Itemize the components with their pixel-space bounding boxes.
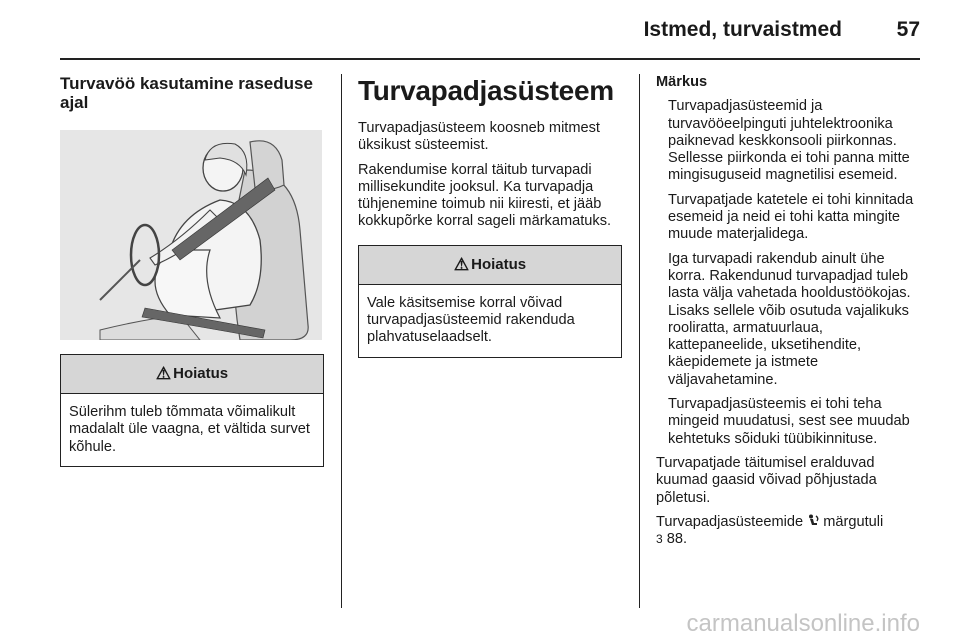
warning-header (61, 355, 323, 394)
note-paragraph: Iga turvapadi rakendub ainult ühe korra. Rakendunud turvapadjad tuleb lasta välja vahetada hooldustöökojas. Lisaks sellele võib osutuda vajalikuks rooliratta, armatuurlaua, kattepaneelide, uksetihendite, käepidemete ja istmete väljavahetamine. (668, 250, 911, 388)
watermark: carmanualsonline.info (686, 610, 920, 637)
left-column (60, 74, 324, 467)
column-divider-1 (341, 74, 342, 608)
warning-text: Sülerihm tuleb tõmmata võimalikult madalalt üle vaagna, et vältida survet kõhule. (69, 404, 310, 455)
note-paragraph: Turvapadjasüsteemid ja turvavööeelpinguti juhtelektroonika paiknevad keskkonsooli piirkonnas. Sellesse piirkonda ei tohi panna mitte mingisuguseid magnetilisi esemeid. (668, 98, 910, 184)
warning-header (359, 246, 621, 285)
warning-triangle-icon: ⚠ (155, 364, 172, 384)
pregnant-seatbelt-illustration (60, 130, 322, 340)
indicator-text: Turvapadjasüsteemide (656, 513, 804, 530)
warning-title: Hoiatus (173, 365, 229, 383)
airbag-icon (807, 514, 823, 530)
note-label: Märkus (656, 74, 708, 90)
right-column (656, 74, 924, 555)
paragraph: Rakendumise korral täitub turvapadi millisekundite jooksul. Ka turvapadja tühjenemine toimub nii kiiresti, et jääb kokkupõrke korral sageli märkamatuks. (358, 161, 612, 230)
header-title: Istmed, turvaistmed (643, 18, 842, 41)
note-block (656, 98, 924, 448)
page-reference[interactable]: 88. (666, 531, 688, 548)
ref-arrow: 3 (656, 532, 663, 547)
paragraph: Turvapadjasüsteem koosneb mitmest üksikust süsteemist. (358, 120, 600, 154)
header-rule (60, 58, 920, 60)
middle-column (358, 74, 622, 358)
warning-text: Vale käsitsemise korral võivad turvapadjasüsteemid rakenduda plahvatuselaadselt. (367, 294, 575, 346)
warning-box (60, 354, 324, 467)
note-paragraph: Turvapadjasüsteemis ei tohi teha mingeid muudatusi, sest see muudab kehtetuks sõiduki tüübikinnituse. (668, 396, 910, 447)
warning-title: Hoiatus (471, 256, 527, 274)
paragraph: Turvapatjade täitumisel eralduvad kuumad gaasid võivad põhjustada põletusi. (656, 454, 877, 506)
section-heading: Turvavöö kasutamine raseduse ajal (60, 74, 313, 112)
warning-triangle-icon: ⚠ (453, 255, 470, 275)
warning-box (358, 245, 622, 358)
section-heading-airbag: Turvapadjasüsteem (358, 75, 614, 106)
indicator-paragraph (656, 514, 924, 549)
column-divider-2 (639, 74, 640, 608)
indicator-after: märgutuli (823, 513, 884, 530)
page-number: 57 (896, 18, 920, 41)
note-paragraph: Turvapatjade katetele ei tohi kinnitada esemeid ja neid ei tohi katta mingite muude materjalidega. (668, 191, 914, 243)
